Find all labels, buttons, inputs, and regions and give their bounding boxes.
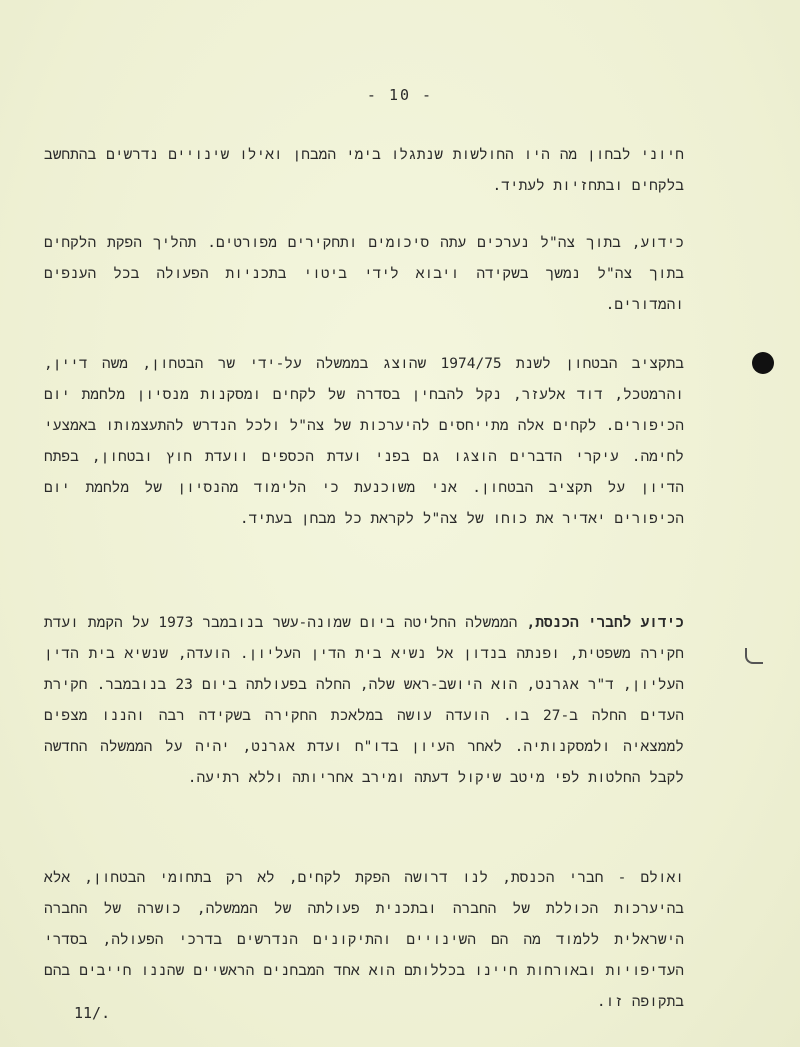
binder-hole: [752, 352, 774, 374]
paragraph-5: ואולם - חברי הכנסת, לנו דרושה הפקת לקחים, לא רק בתחומי הבטחון, אלא בהיערכות הכוללת של החברה ובתכנית פעולתה של הממשלה, כושרה של החברה הישראלית ללמוד מה הם השינויים והתיקונים הנדרשים בדרכי הפעולה, בסדרי העדיפויות ובאורחות חיינו בכללותם הוא אחד המבחנים הראשיים שהננו חייבים בהם בתקופה זו.: [44, 870, 684, 1010]
continuation-mark: 11/.: [74, 1004, 111, 1022]
paragraph-4: [44, 608, 684, 794]
paragraph-4-body: הממשלה החליטה ביום שמונה-עשר בנובמבר 1973 על הקמת ועדת חקירה משפטית, ופנתה בנדון אל נשיא בית הדין העליון. הועדה, שנשיא בית הדין העליון, ד"ר אגרנט, הוא היושב-ראש שלה, החלה בפעולתה ביום 23 בנובמבר. חקירת העדים החלה ב-27 בו. הועדה עושה במלאכת החקירה בשקידה רבה והננו מצפים לממצאיה ולמסקנותיה. לאחר העיון בדו"ח ועדת אגרנט, יהיה על הממשלה החדשה לקבל החלטות לפי מיטב שיקול דעתה ומירב אחריותה וללא רתיעה.: [44, 615, 684, 786]
paragraph-2: כידוע, בתוך צה"ל נערכים עתה סיכומים ותחקירים מפורטים. תהליך הפקת הלקחים בתוך צה"ל נמשך בשקידה ויבוא לידי ביטוי בתכניות הפעולה בכל הענפים והמדורים.: [44, 235, 684, 313]
margin-pen-mark: [745, 648, 763, 664]
page-number: - 10 -: [366, 86, 434, 104]
paragraph-4-lead: כידוע לחברי הכנסת,: [517, 615, 684, 631]
paragraph-3: בתקציב הבטחון לשנת 1974/75 שהוצג בממשלה על-ידי שר הבטחון, משה דיין, והרמטכל, דוד אלעזר, נקל להבחין בסדרה של לקחים ומסקנות מנסיון מלחמת יום הכיפורים. לקחים אלה מתייחסים להיערכות של צה"ל ולכל הנדרש להתעצמותו באמצעי לחימה. עיקרי הדברים הוצגו גם בפני ועדת הכספים וועדת חוץ ובטחון, בפתח הדיון על תקציב הבטחון. אני משוכנעת כי הלימוד מהנסיון של מלחמת יום הכיפורים יאדיר את כוחו של צה"ל לקראת כל מבחן בעתיד.: [44, 356, 684, 527]
paragraph-1: חיוני לבחון מה היו החולשות שנתגלו בימי המבחן ואילו שינויים נדרשים בהתחשב בלקחים ובתחזיות לעתיד.: [44, 147, 684, 194]
